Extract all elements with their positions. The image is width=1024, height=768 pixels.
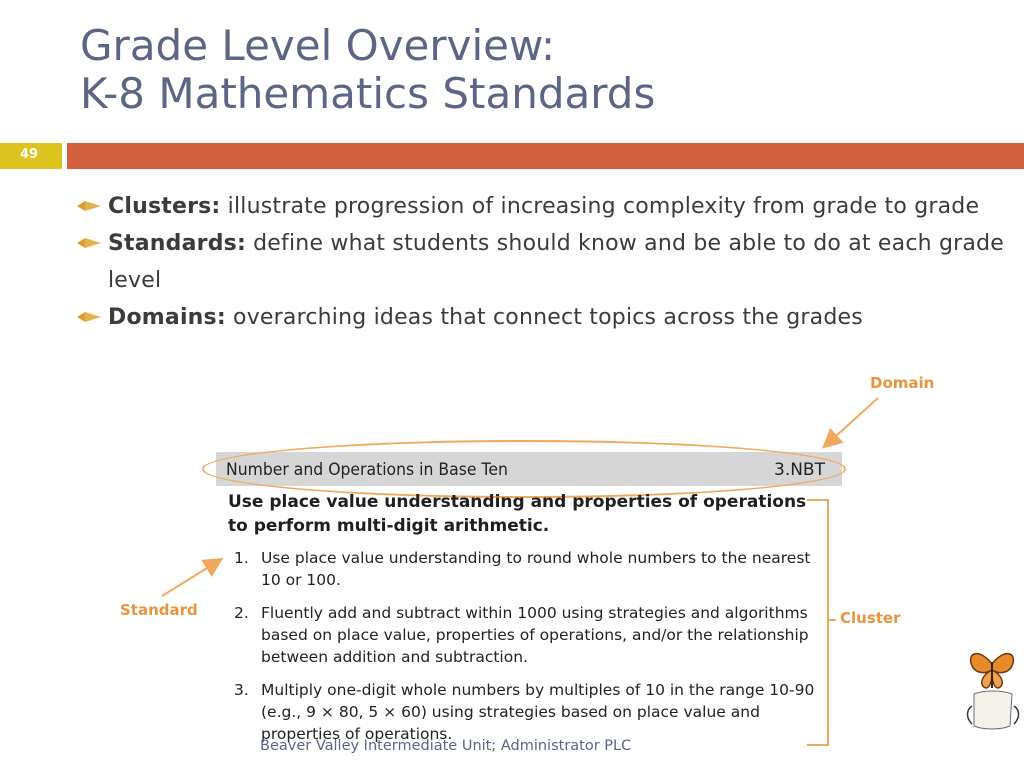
bullet-text: overarching ideas that connect topics across the grades xyxy=(225,305,863,330)
slide-title xyxy=(80,22,655,118)
bullet-term: Standards: xyxy=(108,231,246,256)
footer-text: Beaver Valley Intermediate Unit; Administrator PLC xyxy=(260,738,632,754)
domain-label: Domain xyxy=(870,374,935,392)
standard-arrow xyxy=(162,560,220,596)
annotation-arrows xyxy=(110,370,940,750)
slide-number: 49 xyxy=(0,143,62,169)
standard-label: Standard xyxy=(120,601,198,619)
domain-code: 3.NBT xyxy=(774,460,825,480)
bullet-domains xyxy=(76,299,1016,336)
domain-arrow xyxy=(825,398,878,446)
standard-number: 3. xyxy=(234,681,249,699)
domain-name: Number and Operations in Base Ten xyxy=(226,460,508,480)
cluster-label: Cluster xyxy=(840,609,901,627)
bullet-standards xyxy=(76,225,1016,299)
bullet-clusters xyxy=(76,188,1016,225)
title-line-1: Grade Level Overview: xyxy=(80,21,556,70)
butterfly-logo-icon xyxy=(962,644,1022,734)
bullet-term: Clusters: xyxy=(108,194,221,219)
standards-figure xyxy=(110,370,940,750)
diamond-arrow-bullet-icon xyxy=(76,237,102,249)
accent-bar xyxy=(67,143,1024,169)
standard-text: Fluently add and subtract within 1000 using strategies and algorithms based on place value, properties of operations, and/or the relationship between addition and subtraction. xyxy=(261,604,809,666)
standard-text: Use place value understanding to round whole numbers to the nearest 10 or 100. xyxy=(261,549,811,589)
bullet-term: Domains: xyxy=(108,305,226,330)
bullet-text: illustrate progression of increasing complexity from grade to grade xyxy=(220,194,980,219)
title-line-2: K-8 Mathematics Standards xyxy=(80,69,656,118)
bullet-list xyxy=(76,188,1016,336)
standard-number: 1. xyxy=(234,549,249,567)
bullet-text: define what students should know and be able to do at each grade level xyxy=(108,231,1004,293)
cluster-heading: Use place value understanding and properties of operations to perform multi-digit arithmetic. xyxy=(228,492,807,536)
standard-text: Multiply one-digit whole numbers by multiples of 10 in the range 10-90 (e.g., 9 × 80, 5 × 60) using strategies based on place value and properties of operations. xyxy=(261,681,815,743)
diamond-arrow-bullet-icon xyxy=(76,200,102,212)
diamond-arrow-bullet-icon xyxy=(76,311,102,323)
standard-number: 2. xyxy=(234,604,249,622)
